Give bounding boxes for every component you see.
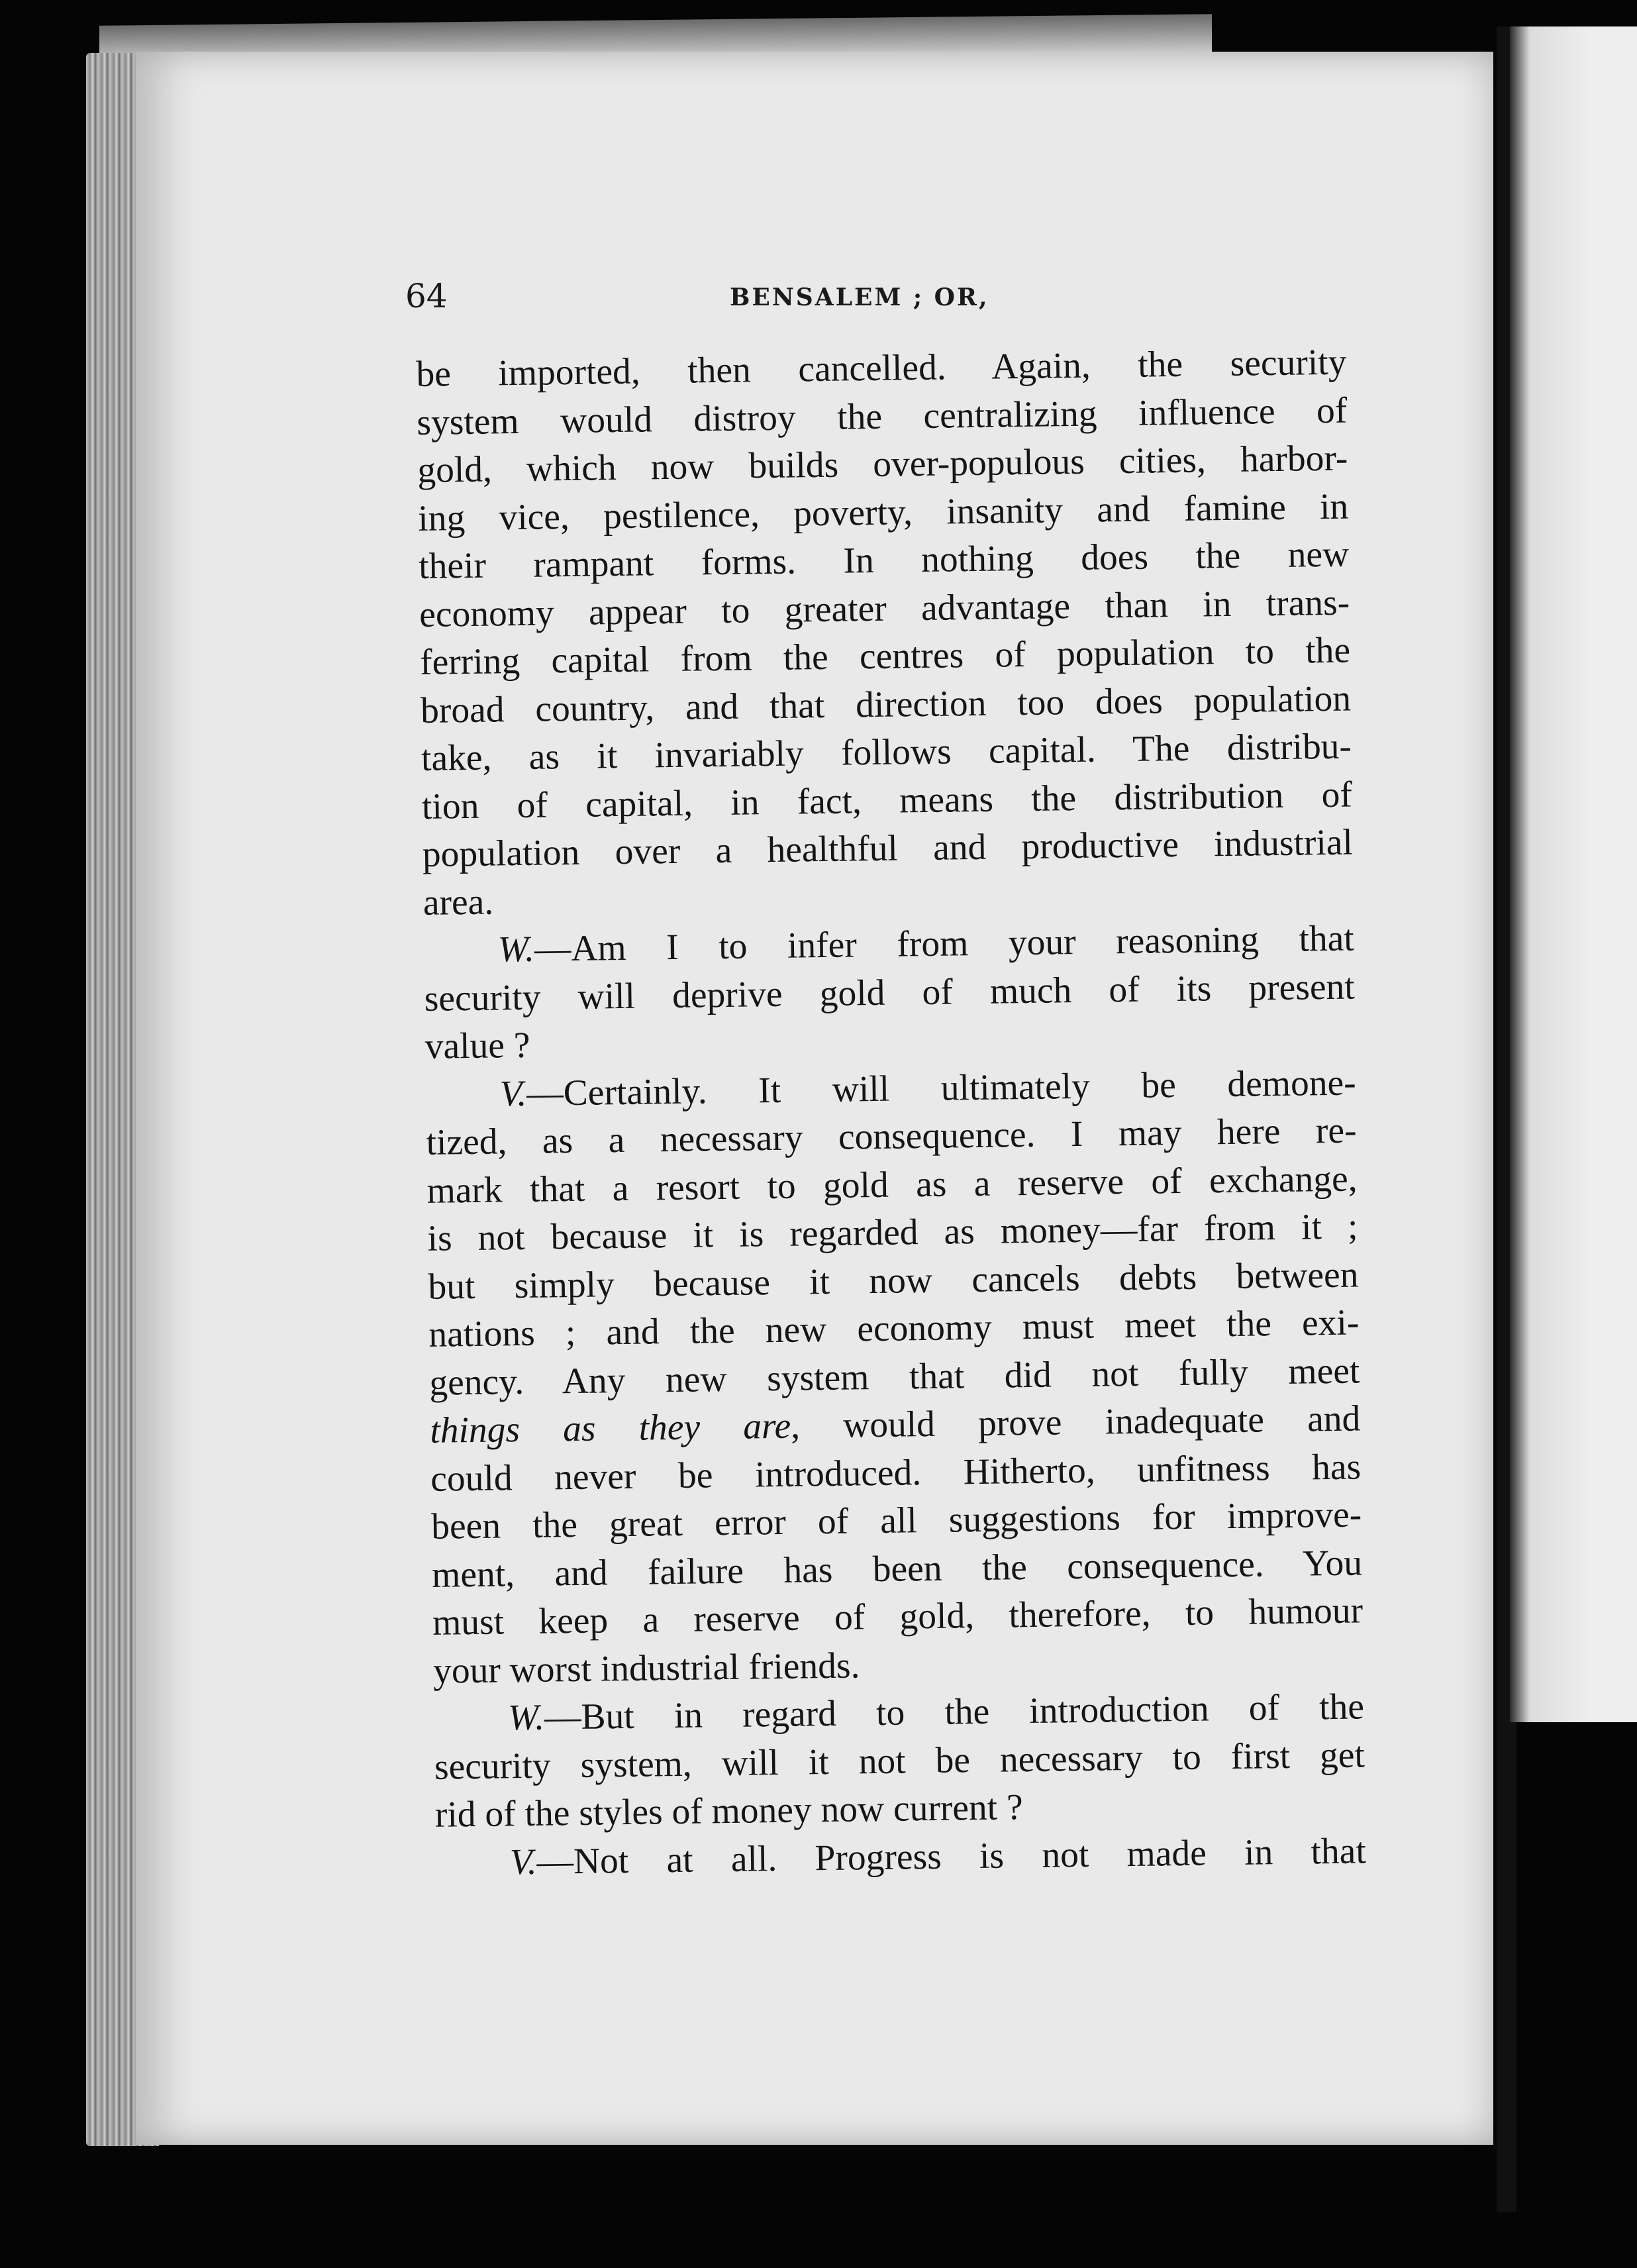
text-line: security will deprive gold of much of its present (424, 966, 1356, 1019)
text-line: your worst industrial friends. (432, 1645, 860, 1692)
text-line: ferring capital from the centres of population to the (419, 630, 1351, 683)
running-title: BENSALEM ; OR, (730, 284, 989, 311)
page-number: 64 (405, 277, 448, 315)
paragraph-2 (423, 915, 1356, 1072)
text-line: mark that a resort to gold as a reserve of exchange, (426, 1159, 1358, 1211)
text-line: gold, which now builds over-populous cities, harbor- (417, 438, 1348, 491)
line-text: , would prove inadequate and (790, 1398, 1361, 1447)
text-line: be imported, then cancelled. Again, the security (416, 342, 1347, 395)
text-line: is not because it is regarded as money—far from it ; (427, 1206, 1358, 1259)
text-line: take, as it invariably follows capital. The distribu- (421, 726, 1352, 779)
facing-page-edge (1510, 26, 1637, 1722)
speaker-label: W. (497, 929, 535, 970)
text-line: rid of the styles of money now current ? (434, 1787, 1024, 1835)
text-line: their rampant forms. In nothing does the new (418, 534, 1350, 587)
italic-phrase: things as they are (429, 1406, 791, 1451)
paragraph-1 (416, 339, 1354, 927)
line-text: —Am I to infer from your reasoning that (534, 918, 1355, 970)
text-line: nations ; and the new economy must meet the exi- (428, 1302, 1360, 1355)
text-line: population over a healthful and productive industrial (422, 822, 1354, 875)
text-line: tized, as a necessary consequence. I may here re- (426, 1110, 1357, 1163)
text-line: but simply because it now cancels debts between (428, 1254, 1359, 1308)
body-text (416, 339, 1366, 1888)
speaker-label: W. (507, 1697, 545, 1739)
speaker-label: V. (509, 1841, 537, 1882)
text-line: ing vice, pestilence, poverty, insanity and famine in (417, 486, 1349, 539)
line-text: —But in regard to the introduction of the (544, 1686, 1365, 1738)
text-line: ment, and failure has been the consequence. You (431, 1542, 1363, 1596)
paragraph-3 (425, 1059, 1364, 1696)
running-head (405, 277, 1332, 323)
text-line: must keep a reserve of gold, therefore, to humour (432, 1590, 1364, 1643)
text-line: system would distroy the centralizing influence of (417, 390, 1348, 443)
paragraph-4 (434, 1683, 1366, 1839)
speaker-label: V. (499, 1073, 527, 1114)
text-line: gency. Any new system that did not fully meet (428, 1350, 1360, 1404)
text-line: economy appear to greater advantage than in trans- (419, 582, 1350, 635)
text-line: area. (422, 882, 494, 923)
text-line: could never be introduced. Hitherto, unfitness has (430, 1446, 1362, 1500)
text-line: value ? (424, 1025, 530, 1067)
text-line: security system, will it not be necessary to first get (434, 1734, 1365, 1788)
text-line: been the great error of all suggestions for improve- (430, 1494, 1362, 1547)
line-text: —Not at all. Progress is not made in that (536, 1830, 1367, 1882)
line-text: —Certainly. It will ultimately be demone- (526, 1062, 1356, 1114)
text-line: broad country, and that direction too does population (420, 678, 1352, 731)
text-line: tion of capital, in fact, means the distribution of (421, 774, 1353, 827)
